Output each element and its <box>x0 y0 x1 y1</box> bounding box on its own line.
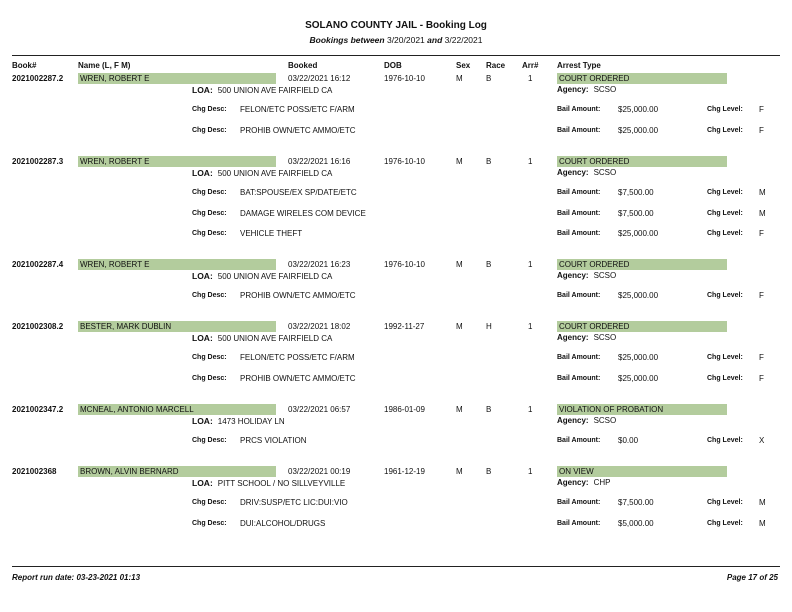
location-of-arrest <box>192 85 332 95</box>
arrest-type: COURT ORDERED <box>557 73 727 84</box>
col-header-arrest-type: Arrest Type <box>557 61 601 70</box>
agency <box>557 168 616 177</box>
date-of-birth: 1976-10-10 <box>384 260 425 269</box>
arrest-count: 1 <box>528 405 533 414</box>
arrest-type: VIOLATION OF PROBATION <box>557 404 727 415</box>
race-value: B <box>486 405 492 414</box>
inmate-name: WREN, ROBERT E <box>78 259 276 270</box>
chg-level-value: F <box>759 373 764 383</box>
race-value: B <box>486 157 492 166</box>
booked-datetime: 03/22/2021 16:23 <box>288 260 351 269</box>
col-header-dob: DOB <box>384 61 402 70</box>
chg-level-label: Chg Level: <box>707 354 743 361</box>
bail-amount-label: Bail Amount: <box>557 292 601 299</box>
bail-amount-label: Bail Amount: <box>557 209 601 217</box>
agency-value: SCSO <box>593 168 617 177</box>
date-of-birth: 1976-10-10 <box>384 157 425 166</box>
loa-label: LOA: <box>192 85 213 95</box>
subtitle-prefix: Bookings between <box>309 35 385 45</box>
chg-desc-value: FELON/ETC POSS/ETC F/ARM <box>240 105 355 114</box>
date-of-birth: 1976-10-10 <box>384 74 425 83</box>
bail-amount-label: Bail Amount: <box>557 354 601 361</box>
bail-amount-label: Bail Amount: <box>557 374 601 382</box>
inmate-name: BROWN, ALVIN BERNARD <box>78 466 276 477</box>
footer-rule <box>12 566 780 567</box>
agency <box>557 333 616 342</box>
chg-level-label: Chg Level: <box>707 437 743 444</box>
chg-level-value: M <box>759 208 766 218</box>
report-run-date: Report run date: 03-23-2021 01:13 <box>12 573 141 582</box>
bail-amount-value: $25,000.00 <box>618 105 659 114</box>
agency <box>557 416 616 425</box>
agency-label: Agency: <box>557 168 589 177</box>
bail-amount-label: Bail Amount: <box>557 519 601 527</box>
loa-label: LOA: <box>192 478 213 488</box>
chg-desc-value: PROHIB OWN/ETC AMMO/ETC <box>240 373 356 383</box>
agency-value: SCSO <box>593 85 617 94</box>
loa-value: 500 UNION AVE FAIRFIELD CA <box>217 86 333 95</box>
arrest-type: COURT ORDERED <box>557 321 727 332</box>
bail-amount-value: $5,000.00 <box>618 518 654 528</box>
sex-value: M <box>456 74 463 83</box>
start-date: 3/20/2021 <box>386 35 425 45</box>
bail-amount-label: Bail Amount: <box>557 230 601 237</box>
bail-amount-value: $7,500.00 <box>618 188 654 197</box>
bail-amount-value: $25,000.00 <box>618 125 659 135</box>
date-of-birth: 1986-01-09 <box>384 405 425 414</box>
chg-level-label: Chg Level: <box>707 126 743 134</box>
chg-desc-label: Chg Desc: <box>192 499 227 506</box>
sex-value: M <box>456 405 463 414</box>
book-number: 2021002308.2 <box>12 322 64 331</box>
bail-amount-value: $25,000.00 <box>618 291 659 300</box>
book-number: 2021002287.4 <box>12 260 64 269</box>
chg-level-value: F <box>759 125 764 135</box>
race-value: B <box>486 467 492 476</box>
col-header-arr: Arr# <box>522 61 539 70</box>
chg-level-value: F <box>759 229 764 238</box>
col-header-race: Race <box>486 61 506 70</box>
chg-level-value: X <box>759 436 765 445</box>
inmate-name: WREN, ROBERT E <box>78 156 276 167</box>
col-header-sex: Sex <box>456 61 471 70</box>
chg-level-value: M <box>759 188 766 197</box>
agency-label: Agency: <box>557 416 589 425</box>
arrest-count: 1 <box>528 157 533 166</box>
agency-label: Agency: <box>557 333 589 342</box>
arrest-count: 1 <box>528 74 533 83</box>
col-header-booked: Booked <box>288 61 318 70</box>
agency-value: SCSO <box>593 416 617 425</box>
agency-label: Agency: <box>557 271 589 280</box>
bail-amount-value: $25,000.00 <box>618 229 659 238</box>
booked-datetime: 03/22/2021 16:12 <box>288 74 351 83</box>
loa-label: LOA: <box>192 168 213 178</box>
chg-level-value: F <box>759 105 764 114</box>
agency-value: CHP <box>593 478 611 487</box>
chg-level-label: Chg Level: <box>707 230 743 237</box>
agency <box>557 85 616 94</box>
agency-value: SCSO <box>593 333 617 342</box>
agency <box>557 271 616 280</box>
book-number: 2021002347.2 <box>12 405 64 414</box>
subtitle-and: and <box>427 35 443 45</box>
end-date: 3/22/2021 <box>444 35 483 45</box>
chg-level-value: F <box>759 291 764 300</box>
sex-value: M <box>456 467 463 476</box>
agency <box>557 478 610 487</box>
booked-datetime: 03/22/2021 00:19 <box>288 467 351 476</box>
chg-desc-value: PRCS VIOLATION <box>240 436 307 445</box>
agency-label: Agency: <box>557 85 589 94</box>
chg-desc-value: FELON/ETC POSS/ETC F/ARM <box>240 353 355 362</box>
loa-value: 500 UNION AVE FAIRFIELD CA <box>217 334 333 343</box>
arrest-type: ON VIEW <box>557 466 727 477</box>
chg-desc-label: Chg Desc: <box>192 230 227 237</box>
location-of-arrest <box>192 271 332 281</box>
chg-level-label: Chg Level: <box>707 189 743 196</box>
loa-label: LOA: <box>192 271 213 281</box>
agency-value: SCSO <box>593 271 617 280</box>
date-of-birth: 1961-12-19 <box>384 467 425 476</box>
arrest-count: 1 <box>528 260 533 269</box>
book-number: 2021002368 <box>12 467 57 476</box>
chg-desc-label: Chg Desc: <box>192 374 227 382</box>
race-value: B <box>486 74 492 83</box>
chg-level-label: Chg Level: <box>707 374 743 382</box>
chg-desc-value: DAMAGE WIRELES COM DEVICE <box>240 208 366 218</box>
race-value: B <box>486 260 492 269</box>
chg-desc-label: Chg Desc: <box>192 106 227 113</box>
chg-desc-label: Chg Desc: <box>192 519 227 527</box>
chg-desc-value: DUI:ALCOHOL/DRUGS <box>240 518 326 528</box>
bail-amount-label: Bail Amount: <box>557 437 601 444</box>
chg-level-label: Chg Level: <box>707 209 743 217</box>
arrest-count: 1 <box>528 322 533 331</box>
book-number: 2021002287.2 <box>12 74 64 83</box>
chg-desc-value: VEHICLE THEFT <box>240 229 303 238</box>
loa-value: PITT SCHOOL / NO SILLVEYVILLE <box>217 479 346 488</box>
sex-value: M <box>456 157 463 166</box>
loa-value: 500 UNION AVE FAIRFIELD CA <box>217 169 333 178</box>
col-header-name: Name (L, F M) <box>78 61 131 70</box>
chg-level-value: F <box>759 353 764 362</box>
booked-datetime: 03/22/2021 06:57 <box>288 405 351 414</box>
bail-amount-value: $25,000.00 <box>618 373 659 383</box>
chg-desc-value: PROHIB OWN/ETC AMMO/ETC <box>240 291 356 300</box>
chg-level-label: Chg Level: <box>707 499 743 506</box>
arrest-count: 1 <box>528 467 533 476</box>
chg-level-label: Chg Level: <box>707 519 743 527</box>
loa-value: 1473 HOLIDAY LN <box>217 417 285 426</box>
page-number: Page 17 of 25 <box>726 573 778 582</box>
bail-amount-label: Bail Amount: <box>557 126 601 134</box>
inmate-name: MCNEAL, ANTONIO MARCELL <box>78 404 276 415</box>
chg-level-label: Chg Level: <box>707 292 743 299</box>
sex-value: M <box>456 322 463 331</box>
loa-value: 500 UNION AVE FAIRFIELD CA <box>217 272 333 281</box>
header-rule <box>12 55 780 56</box>
report-title: SOLANO COUNTY JAIL - Booking Log <box>305 20 487 31</box>
bail-amount-value: $7,500.00 <box>618 208 654 218</box>
chg-desc-label: Chg Desc: <box>192 126 227 134</box>
location-of-arrest <box>192 416 285 426</box>
chg-desc-value: DRIV:SUSP/ETC LIC:DUI:VIO <box>240 498 348 507</box>
bail-amount-label: Bail Amount: <box>557 499 601 506</box>
arrest-type: COURT ORDERED <box>557 156 727 167</box>
date-of-birth: 1992-11-27 <box>384 322 425 331</box>
loa-label: LOA: <box>192 333 213 343</box>
location-of-arrest <box>192 333 332 343</box>
chg-level-label: Chg Level: <box>707 106 743 113</box>
chg-desc-label: Chg Desc: <box>192 354 227 361</box>
sex-value: M <box>456 260 463 269</box>
chg-desc-label: Chg Desc: <box>192 189 227 196</box>
chg-desc-label: Chg Desc: <box>192 209 227 217</box>
bail-amount-value: $25,000.00 <box>618 353 659 362</box>
col-header-book: Book# <box>12 61 37 70</box>
inmate-name: BESTER, MARK DUBLIN <box>78 321 276 332</box>
agency-label: Agency: <box>557 478 589 487</box>
book-number: 2021002287.3 <box>12 157 64 166</box>
race-value: H <box>486 322 492 331</box>
arrest-type: COURT ORDERED <box>557 259 727 270</box>
booked-datetime: 03/22/2021 18:02 <box>288 322 351 331</box>
bail-amount-value: $0.00 <box>618 436 639 445</box>
chg-level-value: M <box>759 498 766 507</box>
chg-desc-label: Chg Desc: <box>192 292 227 299</box>
chg-level-value: M <box>759 518 766 528</box>
booked-datetime: 03/22/2021 16:16 <box>288 157 351 166</box>
chg-desc-value: PROHIB OWN/ETC AMMO/ETC <box>240 125 356 135</box>
location-of-arrest <box>192 478 345 488</box>
location-of-arrest <box>192 168 332 178</box>
inmate-name: WREN, ROBERT E <box>78 73 276 84</box>
bail-amount-label: Bail Amount: <box>557 189 601 196</box>
report-subtitle <box>0 35 792 45</box>
chg-desc-value: BAT:SPOUSE/EX SP/DATE/ETC <box>240 188 357 197</box>
loa-label: LOA: <box>192 416 213 426</box>
chg-desc-label: Chg Desc: <box>192 437 227 444</box>
bail-amount-value: $7,500.00 <box>618 498 654 507</box>
bail-amount-label: Bail Amount: <box>557 106 601 113</box>
